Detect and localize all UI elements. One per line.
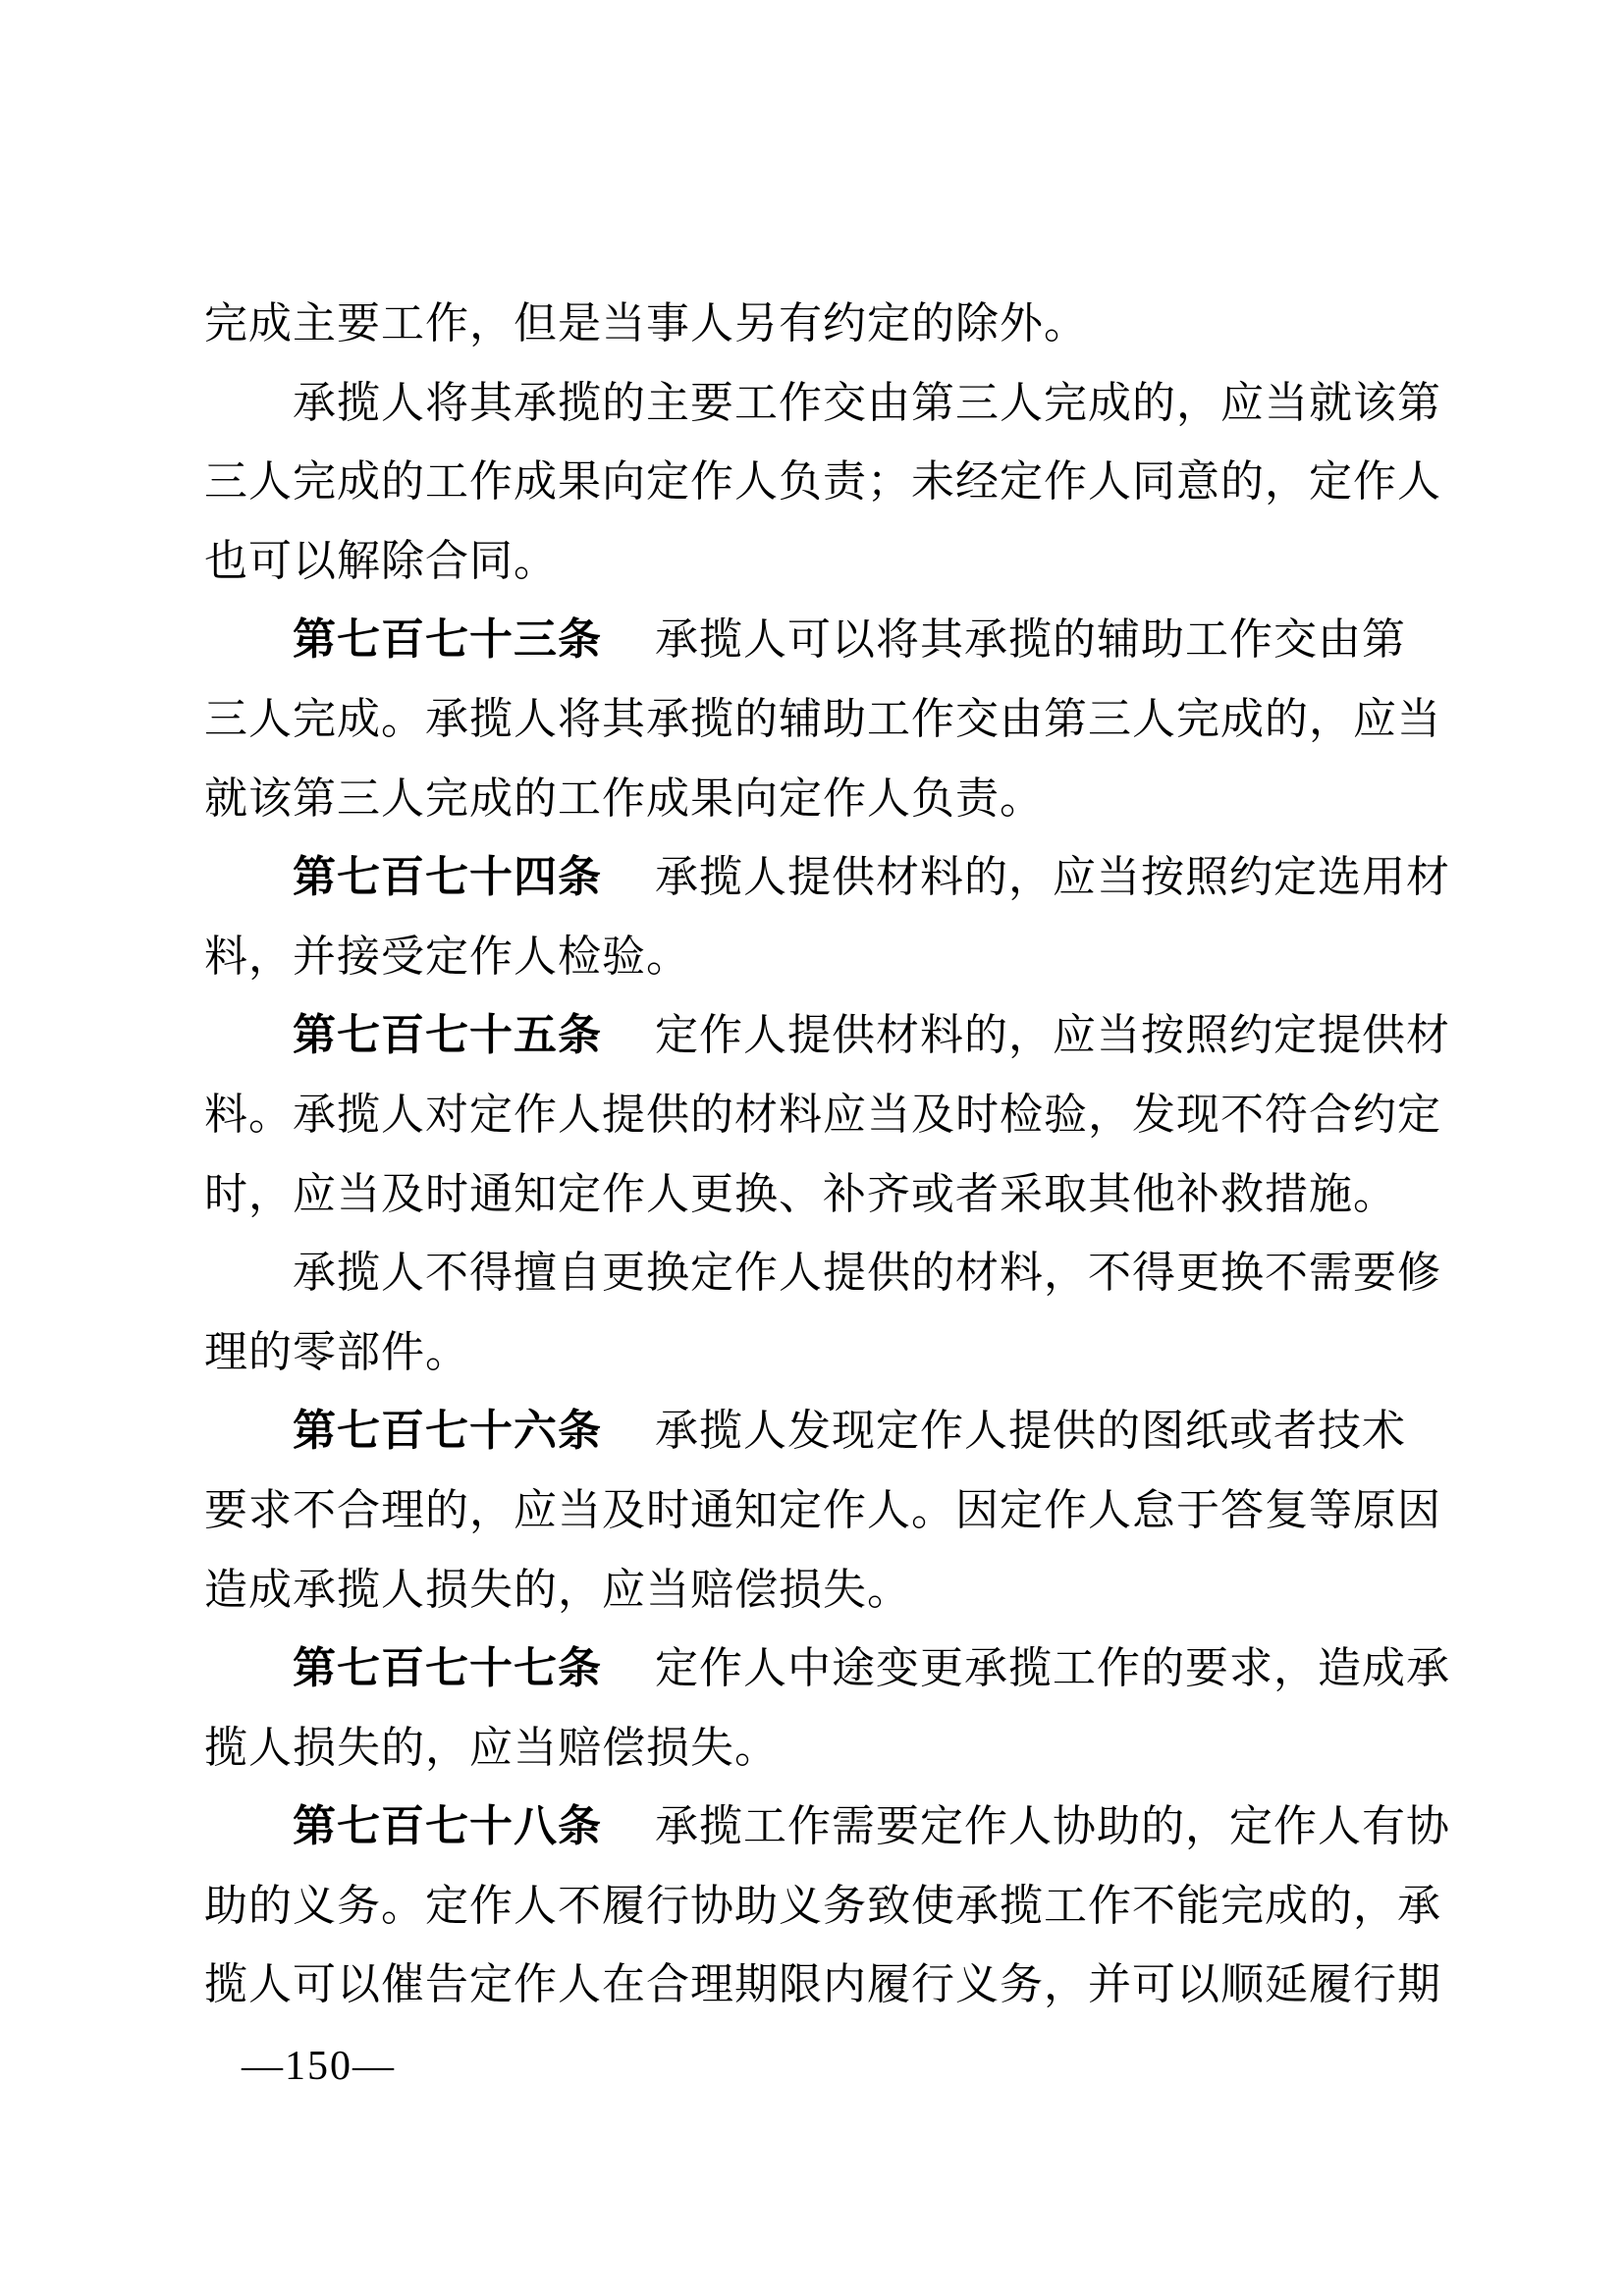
text-line: [204, 1709, 1439, 1789]
line-text: 也可以解除合同。: [204, 536, 558, 585]
text-line: [204, 1471, 1439, 1551]
page-number: —150—: [242, 2044, 396, 2089]
text-line: [204, 1076, 1439, 1155]
line-text: 时，应当及时通知定作人更换、补齐或者采取其他补救措施。: [204, 1169, 1397, 1218]
text-line: [204, 1392, 1439, 1471]
text-line: [204, 1946, 1439, 2025]
line-text: 承揽工作需要定作人协助的，定作人有协: [655, 1802, 1450, 1851]
text-line: [204, 1313, 1439, 1393]
text-line: [204, 1155, 1439, 1235]
line-text: 承揽人将其承揽的主要工作交由第三人完成的，应当就该第: [293, 378, 1441, 427]
text-line: [204, 918, 1439, 997]
line-text: 承揽人提供材料的，应当按照约定选用材: [655, 853, 1450, 902]
line-text: 承揽人可以将其承揽的辅助工作交由第: [655, 615, 1406, 665]
line-text: 定作人中途变更承揽工作的要求，造成承: [655, 1644, 1450, 1693]
text-line: [204, 760, 1439, 839]
text-line: [204, 1629, 1450, 1709]
body-text: [204, 285, 1450, 2025]
text-line: [204, 1234, 1439, 1313]
line-text: 三人完成。承揽人将其承揽的辅助工作交由第三人完成的，应当: [204, 694, 1441, 743]
article-number: 第七百七十三条: [293, 615, 602, 665]
line-text: 要求不合理的，应当及时通知定作人。因定作人怠于答复等原因: [204, 1485, 1441, 1534]
line-text: 揽人可以催告定作人在合理期限内履行义务，并可以顺延履行期: [204, 1960, 1441, 2009]
line-text: 就该第三人完成的工作成果向定作人负责。: [204, 774, 1044, 823]
text-line: [204, 1551, 1439, 1630]
line-text: 完成主要工作，但是当事人另有约定的除外。: [204, 299, 1088, 347]
line-text: 揽人损失的，应当赔偿损失。: [204, 1723, 779, 1772]
line-text: 助的义务。定作人不履行协助义务致使承揽工作不能完成的，承: [204, 1881, 1441, 1930]
text-line: [204, 285, 1439, 364]
line-text: 造成承揽人损失的，应当赔偿损失。: [204, 1565, 911, 1614]
text-line: [204, 680, 1439, 760]
line-text: 理的零部件。: [204, 1327, 469, 1376]
text-line: [204, 601, 1439, 680]
article-number: 第七百七十七条: [293, 1644, 602, 1693]
text-line: [204, 838, 1450, 918]
text-line: [204, 522, 1439, 602]
article-number: 第七百七十六条: [293, 1407, 602, 1456]
text-line: [204, 1788, 1450, 1867]
text-line: [204, 1867, 1439, 1947]
line-text: 定作人提供材料的，应当按照约定提供材: [655, 1011, 1450, 1060]
line-text: 承揽人发现定作人提供的图纸或者技术: [655, 1407, 1406, 1456]
text-line: [204, 364, 1439, 444]
line-text: 料，并接受定作人检验。: [204, 932, 690, 981]
line-text: 料。承揽人对定作人提供的材料应当及时检验，发现不符合约定: [204, 1090, 1441, 1139]
line-text: 三人完成的工作成果向定作人负责；未经定作人同意的，定作人: [204, 457, 1441, 507]
article-number: 第七百七十四条: [293, 853, 602, 902]
line-text: 承揽人不得擅自更换定作人提供的材料，不得更换不需要修: [293, 1249, 1441, 1298]
article-number: 第七百七十八条: [293, 1802, 602, 1851]
text-line: [204, 443, 1439, 522]
article-number: 第七百七十五条: [293, 1011, 602, 1060]
text-line: [204, 996, 1450, 1076]
